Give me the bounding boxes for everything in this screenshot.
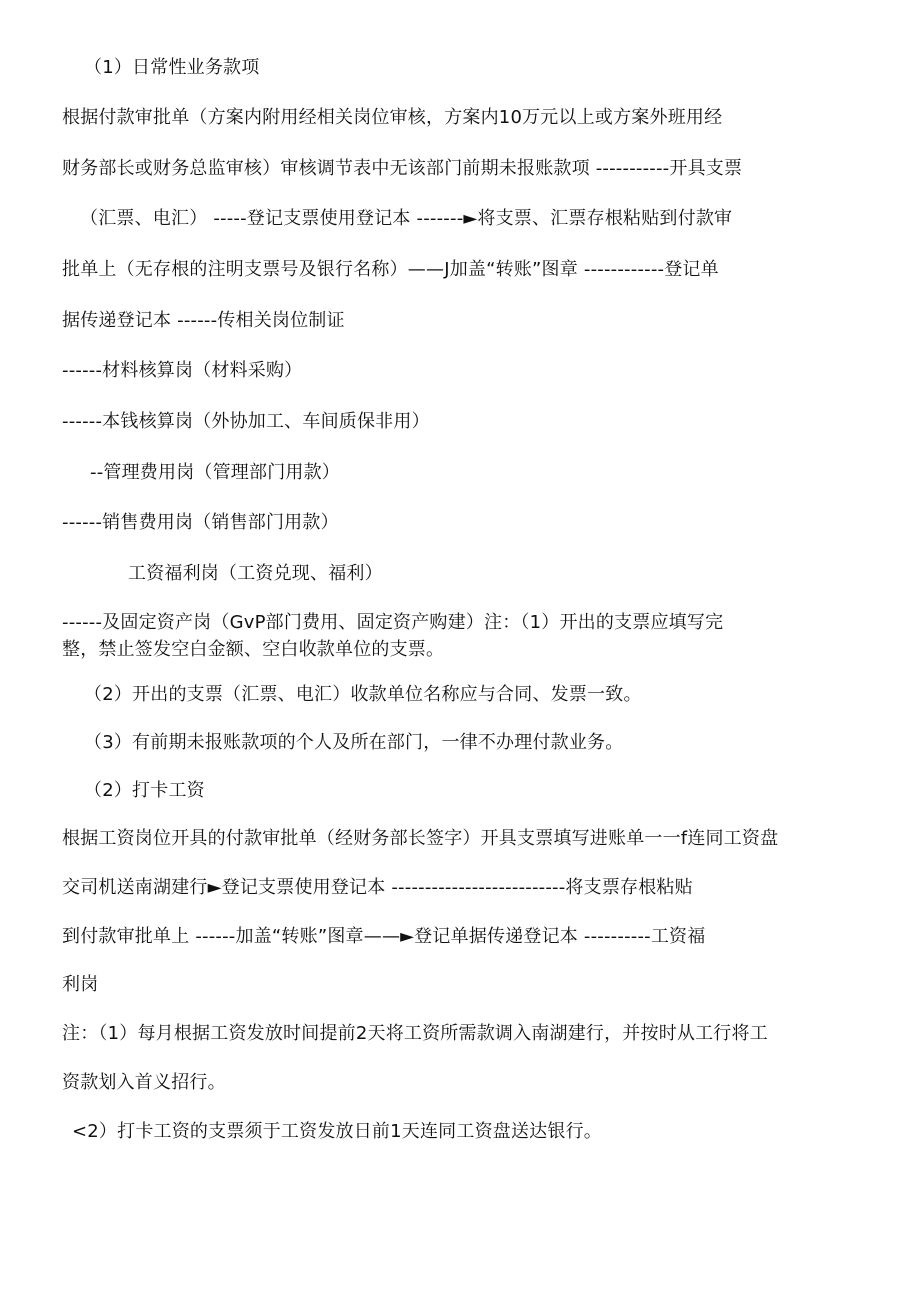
text-line: 资款划入首义招行。 xyxy=(62,1072,226,1093)
note-item: 注：（1）每月根据工资发放时间提前2天将工资所需款调入南湖建行，并按时从工行将工 xyxy=(62,1023,768,1044)
text-line: 到付款审批单上 ------加盖“转账”图章——►登记单据传递登记本 ----------工资福 xyxy=(62,926,706,947)
text-line: 批单上（无存根的注明支票号及银行名称）——J加盖“转账”图章 ------------登记单 xyxy=(62,259,719,280)
text-line: （汇票、电汇） -----登记支票使用登记本 -------►将支票、汇票存根粘贴到付款审 xyxy=(80,208,733,229)
text-line: 整，禁止签发空白金额、空白收款单位的支票。 xyxy=(62,639,445,660)
text-line: 利岗 xyxy=(62,974,99,995)
text-line: 工资福利岗（工资兑现、福利） xyxy=(128,563,383,584)
text-line: ------及固定资产岗（GvP部门费用、固定资产购建）注：（1）开出的支票应填写完 xyxy=(62,612,724,633)
text-line: 根据工资岗位开具的付款审批单（经财务部长签字）开具支票填写进账单一一f连同工资盘 xyxy=(62,828,779,849)
note-item: （2）开出的支票（汇票、电汇）收款单位名称应与合同、发票一致。 xyxy=(84,684,642,705)
note-item: <2）打卡工资的支票须于工资发放日前1天连同工资盘送达银行。 xyxy=(72,1121,602,1142)
section-heading-daily-payments: （1）日常性业务款项 xyxy=(84,57,260,78)
section-heading-payroll: （2）打卡工资 xyxy=(84,780,205,801)
text-line: 财务部长或财务总监审核）审核调节表中无该部门前期未报账款项 -----------开具支票 xyxy=(62,158,743,179)
text-line: 根据付款审批单（方案内附用经相关岗位审核，方案内10万元以上或方案外班用经 xyxy=(62,107,723,128)
text-line: ------本钱核算岗（外协加工、车间质保非用） xyxy=(62,411,430,432)
text-line: ------销售费用岗（销售部门用款） xyxy=(62,512,339,533)
note-item: （3）有前期未报账款项的个人及所在部门，一律不办理付款业务。 xyxy=(84,732,624,753)
text-line: 交司机送南湖建行►登记支票使用登记本 --------------------------将支票存根粘贴 xyxy=(62,877,693,898)
text-line: 据传递登记本 ------传相关岗位制证 xyxy=(62,310,345,331)
text-line: ------材料核算岗（材料采购） xyxy=(62,360,303,381)
text-line: --管理费用岗（管理部门用款） xyxy=(90,462,340,483)
